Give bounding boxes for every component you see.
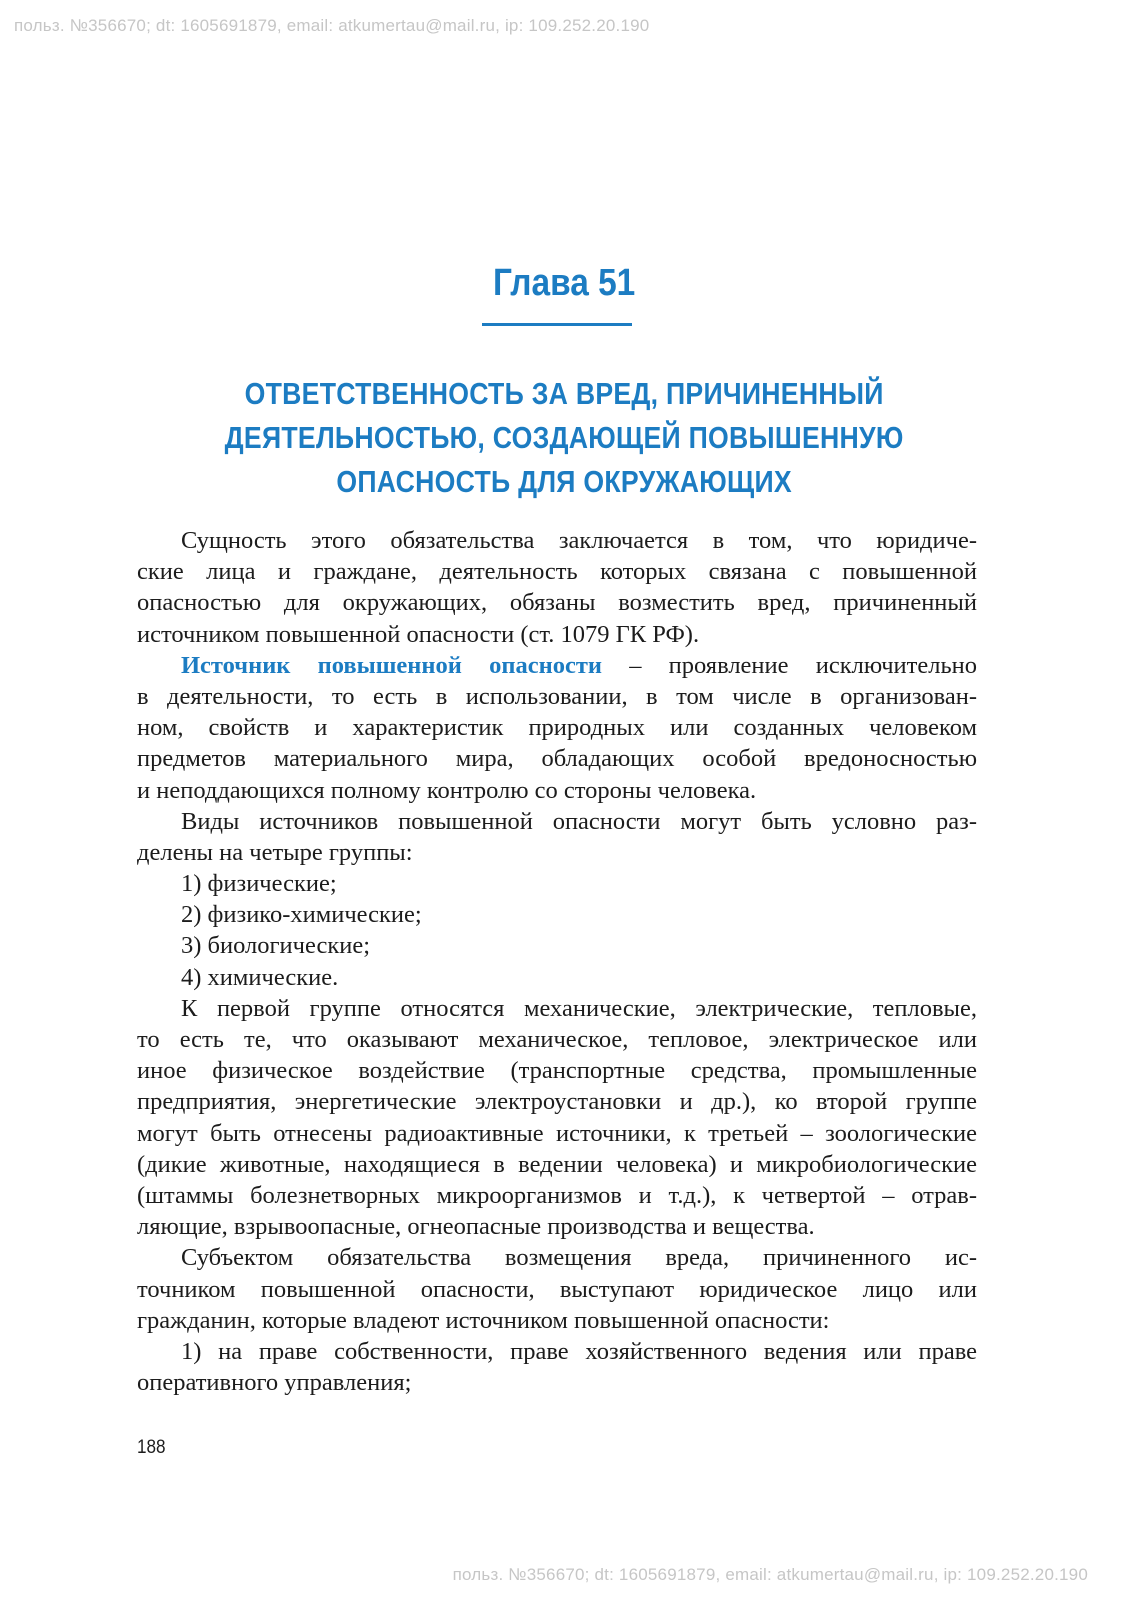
watermark-top: польз. №356670; dt: 1605691879, email: atkumertau@mail.ru, ip: 109.252.20.190: [14, 16, 650, 35]
chapter-number: Глава 51: [492, 262, 636, 304]
term-highlight: Источник повышенной опасности: [181, 651, 602, 679]
paragraph-line: иное физическое воздействие (транспортные средства, промышленные: [137, 1057, 977, 1085]
paragraph-line: ляющие, взрывоопасные, огнеопасные производства и вещества.: [137, 1213, 815, 1241]
chapter-title-line: ОПАСНОСТЬ ДЛЯ ОКРУЖАЮЩИХ: [336, 464, 792, 499]
paragraph-line: могут быть отнесены радиоактивные источники, к третьей – зоологические: [137, 1119, 977, 1147]
paragraph-line: опасностью для окружающих, обязаны возместить вред, причиненный: [137, 589, 977, 617]
paragraph-line: (дикие животные, находящиеся в ведении человека) и микробиологические: [137, 1150, 977, 1178]
paragraph-line: источником повышенной опасности (ст. 1079 ГК РФ).: [137, 620, 700, 648]
paragraph-line: то есть те, что оказывают механическое, тепловое, электрическое или: [137, 1026, 977, 1053]
chapter-title: [0, 372, 1128, 504]
page-number: 188: [137, 1437, 166, 1458]
paragraph-line: ном, свойств и характеристик природных или созданных человеком: [137, 714, 977, 742]
paragraph-line: ские лица и граждане, деятельность которых связана с повышенной: [137, 558, 977, 586]
paragraph-line: гражданин, которые владеют источником повышенной опасности:: [137, 1306, 830, 1334]
paragraph-line: К первой группе относятся механические, электрические, тепловые,: [181, 994, 977, 1022]
paragraph-line: предметов материального мира, обладающих особой вредоносностью: [137, 745, 977, 773]
list-item: 1) физические;: [181, 870, 337, 898]
list-item: 2) физико-химические;: [181, 901, 422, 929]
list-item: 3) биологические;: [181, 932, 371, 960]
chapter-title-line: ОТВЕТСТВЕННОСТЬ ЗА ВРЕД, ПРИЧИНЕННЫЙ: [244, 376, 884, 411]
paragraph-text: – проявление исключительно: [602, 651, 977, 679]
paragraph-line: предприятия, энергетические электроустановки и др.), ко второй группе: [137, 1088, 977, 1116]
list-item: 4) химические.: [181, 963, 339, 991]
paragraph-line: Субъектом обязательства возмещения вреда, причиненного ис-: [181, 1244, 977, 1272]
chapter-divider: [482, 323, 632, 326]
paragraph-line: и неподдающихся полному контролю со стороны человека.: [137, 776, 757, 804]
paragraph-line: оперативного управления;: [137, 1369, 412, 1397]
paragraph-line: делены на четыре группы:: [137, 838, 413, 866]
body-text: [137, 525, 977, 1398]
paragraph-line: [137, 650, 977, 681]
watermark-bottom: польз. №356670; dt: 1605691879, email: atkumertau@mail.ru, ip: 109.252.20.190: [452, 1565, 1088, 1584]
paragraph-line: Сущность этого обязательства заключается в том, что юридиче-: [181, 527, 977, 554]
paragraph-line: (штаммы болезнетворных микроорганизмов и т.д.), к четвертой – отрав-: [137, 1181, 977, 1209]
paragraph-line: точником повышенной опасности, выступают юридическое лицо или: [137, 1275, 977, 1303]
paragraph-line: в деятельности, то есть в использовании, в том числе в организован-: [137, 682, 977, 710]
paragraph-line: 1) на праве собственности, праве хозяйственного ведения или праве: [181, 1337, 977, 1365]
paragraph-line: Виды источников повышенной опасности могут быть условно раз-: [181, 807, 977, 835]
chapter-title-line: ДЕЯТЕЛЬНОСТЬЮ, СОЗДАЮЩЕЙ ПОВЫШЕННУЮ: [224, 420, 904, 455]
